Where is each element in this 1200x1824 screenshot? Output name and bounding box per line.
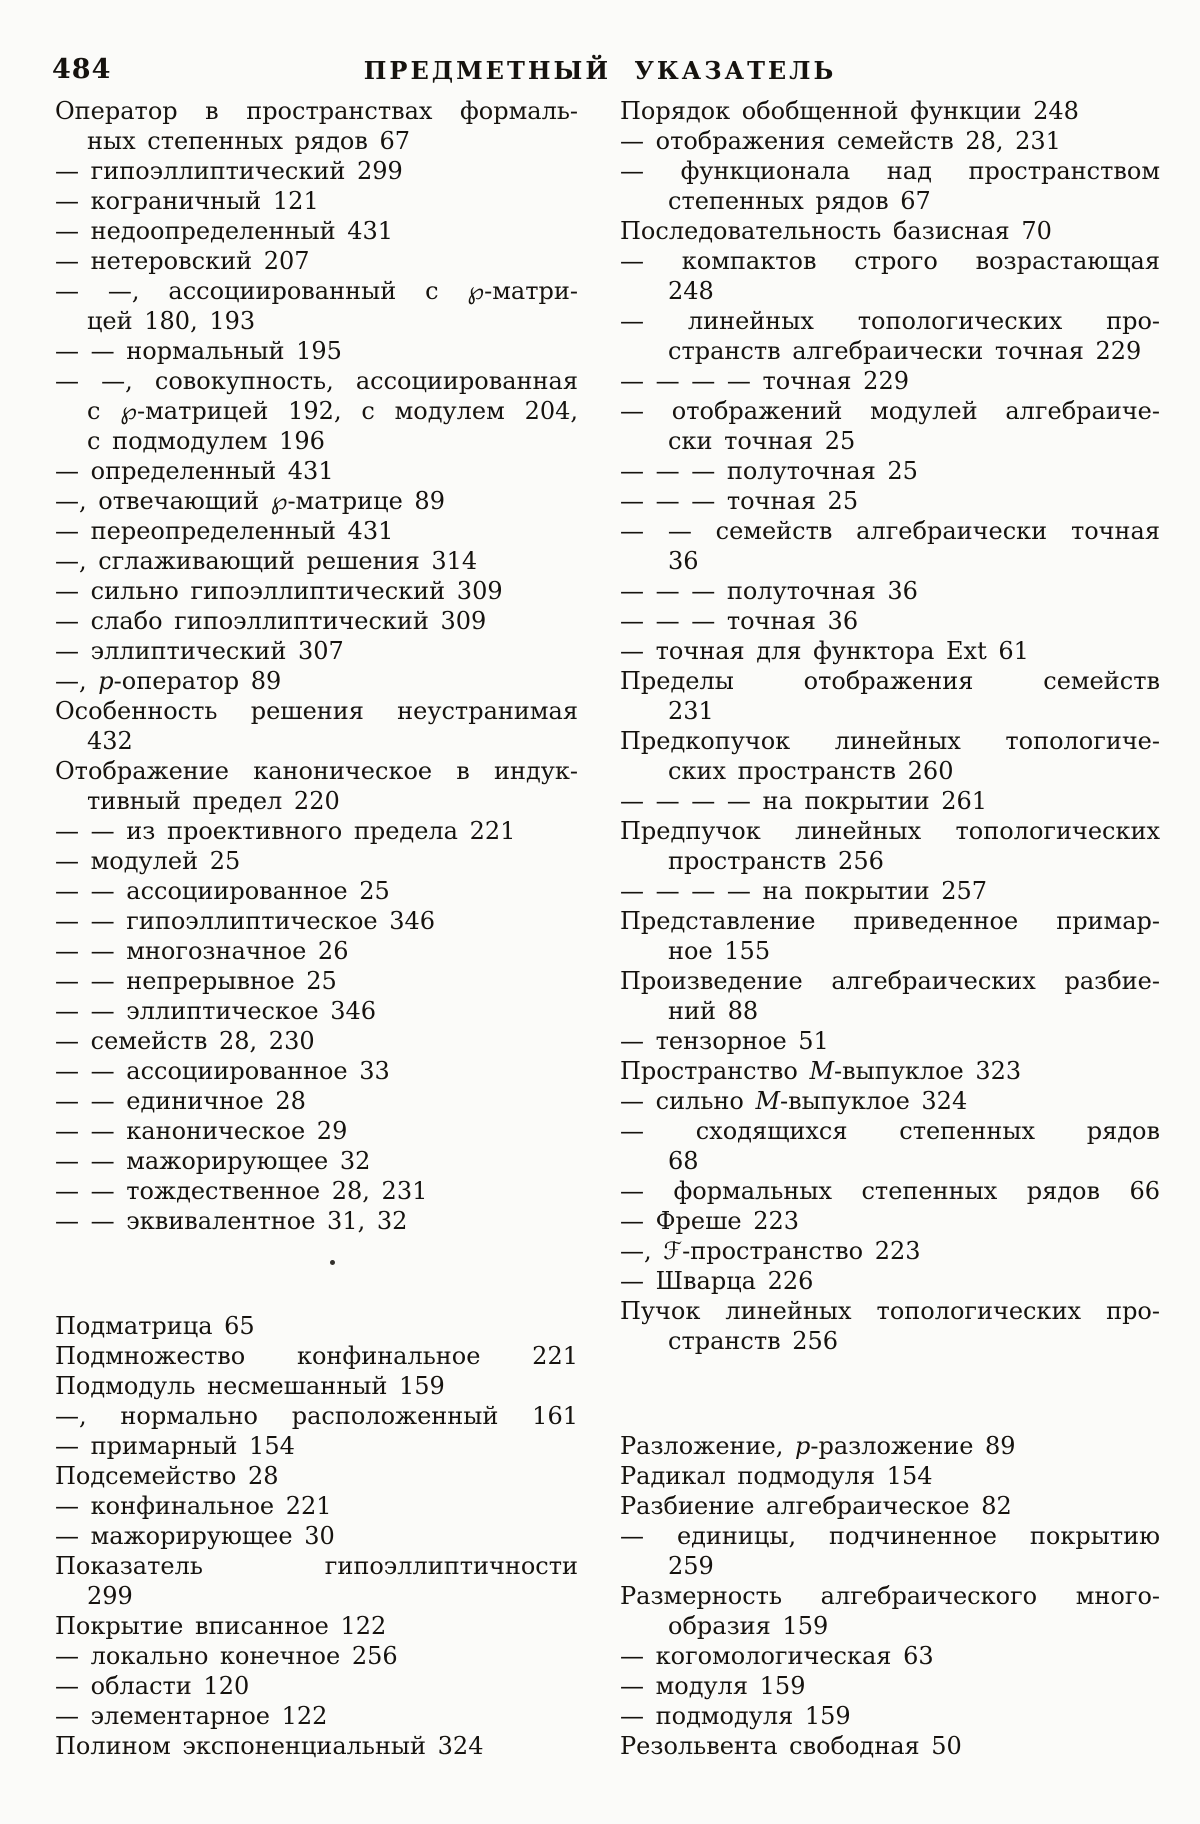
index-entry-line: — элементарное 122 [55,1702,328,1730]
index-entry-line: — слабо гипоэллиптический 309 [55,607,487,635]
index-entry-line: — — — полуточная 36 [620,577,918,605]
index-entry-line: — — семейств алгебраически точная [620,517,1160,545]
index-entry-line: Размерность алгебраического много- [620,1582,1160,1610]
index-entry-line: —, p-оператор 89 [55,667,282,695]
index-entry-line: —, ℱ-пространство 223 [620,1237,921,1265]
index-entry-line: — — тождественное 28, 231 [55,1177,428,1205]
index-entry-line: Показатель гипоэллиптичности [55,1552,578,1580]
index-entry-line: Радикал подмодуля 154 [620,1462,933,1490]
index-entry-line: 231 [668,697,714,725]
index-entry-line: —, сглаживающий решения 314 [55,547,478,575]
index-entry-line: цей 180, 193 [87,307,256,335]
index-entry-line: — — — полуточная 25 [620,457,918,485]
index-entry-line: Пучок линейных топологических про- [620,1297,1160,1325]
index-entry-line: — эллиптический 307 [55,637,344,665]
index-entry-line: — — — — на покрытии 261 [620,787,988,815]
index-entry-line: — мажорирующее 30 [55,1522,335,1550]
index-entry-line: Особенность решения неустранимая [55,697,578,725]
index-entry-line: ски точная 25 [668,427,856,455]
index-entry-line: — — нормальный 195 [55,337,342,365]
index-entry-line: — нетеровский 207 [55,247,310,275]
index-entry-line: ное 155 [668,937,771,965]
index-entry-line: — примарный 154 [55,1432,295,1460]
index-entry-line: — — ассоциированное 25 [55,877,390,905]
index-entry-line: Оператор в пространствах формаль- [55,97,578,125]
index-entry-line: Пространство M-выпуклое 323 [620,1057,1022,1085]
index-entry-line: Разбиение алгебраическое 82 [620,1492,1012,1520]
index-entry-line: — модулей 25 [55,847,241,875]
index-entry-line: — кограничный 121 [55,187,319,215]
index-entry-line: странств алгебраически точная 229 [668,337,1142,365]
index-entry-line: — — — — на покрытии 257 [620,877,988,905]
index-entry-line: пространств 256 [668,847,884,875]
index-entry-line: 36 [668,547,699,575]
index-entry-line: — — мажорирующее 32 [55,1147,371,1175]
index-entry-line: 299 [87,1582,133,1610]
index-entry-line: Предпучок линейных топологических [620,817,1160,845]
index-entry-line: — Фреше 223 [620,1207,800,1235]
index-entry-line: Порядок обобщенной функции 248 [620,97,1079,125]
index-entry-line: Произведение алгебраических разбие- [620,967,1160,995]
index-entry-line: степенных рядов 67 [668,187,931,215]
index-entry-line: — модуля 159 [620,1672,806,1700]
index-entry-line: Подматрица 65 [55,1312,255,1340]
index-entry-line: — Шварца 226 [620,1267,814,1295]
index-entry-line: Покрытие вписанное 122 [55,1612,387,1640]
index-entry-line: — —, совокупность, ассоциированная [55,367,578,395]
index-entry-line: — — из проективного предела 221 [55,817,516,845]
index-entry-line: 432 [87,727,133,755]
index-entry-line: — когомологическая 63 [620,1642,934,1670]
index-entry-line: — локально конечное 256 [55,1642,398,1670]
index-right-column [620,96,1160,1761]
scan-artifact-dot [330,1260,335,1265]
index-entry-line: странств 256 [668,1327,839,1355]
index-left-column [55,96,578,1761]
index-entry-line: Последовательность базисная 70 [620,217,1052,245]
index-entry-line: — формальных степенных рядов 66 [620,1177,1160,1205]
index-entry-line: — переопределенный 431 [55,517,394,545]
index-entry-line: — — — точная 25 [620,487,859,515]
index-entry-line: Подмножество конфинальное 221 [55,1342,578,1370]
index-entry-line: Отображение каноническое в индук- [55,757,578,785]
index-entry-line: — — каноническое 29 [55,1117,348,1145]
index-entry-line: 259 [668,1552,714,1580]
index-entry-line: — — — точная 36 [620,607,859,635]
index-entry-line: — функционала над пространством [620,157,1160,185]
index-entry-line: — области 120 [55,1672,250,1700]
index-entry-line: — линейных топологических про- [620,307,1160,335]
index-entry-line: — — ассоциированное 33 [55,1057,390,1085]
index-entry-line: Подсемейство 28 [55,1462,279,1490]
index-entry-line: Подмодуль несмешанный 159 [55,1372,445,1400]
index-entry-line: с подмодулем 196 [87,427,325,455]
index-entry-line: — компактов строго возрастающая [620,247,1160,275]
index-entry-line: — — единичное 28 [55,1087,306,1115]
page-header-title: ПРЕДМЕТНЫЙ УКАЗАТЕЛЬ [363,56,837,85]
index-entry-line: — сходящихся степенных рядов [620,1117,1160,1145]
index-entry-line: тивный предел 220 [87,787,340,815]
index-entry-line: 248 [668,277,714,305]
index-entry-line: Резольвента свободная 50 [620,1732,962,1760]
index-entry-line: — отображений модулей алгебраиче- [620,397,1160,425]
index-entry-line: — определенный 431 [55,457,334,485]
index-entry-line: — гипоэллиптический 299 [55,157,403,185]
index-entry-line: — конфинальное 221 [55,1492,332,1520]
index-entry-line: — — гипоэллиптическое 346 [55,907,436,935]
index-entry-line: — единицы, подчиненное покрытию [620,1522,1160,1550]
index-entry-line: — — эллиптическое 346 [55,997,377,1025]
index-entry-line: ний 88 [668,997,759,1025]
index-entry-line: Полином экспоненциальный 324 [55,1732,484,1760]
index-entry-line: —, отвечающий ℘-матрице 89 [55,487,445,515]
index-entry-line: —, нормально расположенный 161 [55,1402,578,1430]
index-entry-line: образия 159 [668,1612,829,1640]
index-entry-line: — — непрерывное 25 [55,967,337,995]
index-entry-line: — сильно гипоэллиптический 309 [55,577,503,605]
index-entry-line: Предкопучок линейных топологиче- [620,727,1160,755]
index-entry-line: — сильно M-выпуклое 324 [620,1087,968,1115]
index-entry-line: Представление приведенное примар- [620,907,1160,935]
index-entry-line: — — многозначное 26 [55,937,349,965]
index-entry-line: — — — — точная 229 [620,367,909,395]
page-number: 484 [52,54,112,85]
index-entry-line: Пределы отображения семейств [620,667,1160,695]
index-entry-line: с ℘-матрицей 192, с модулем 204, [87,397,578,425]
index-entry-line: Разложение, p-разложение 89 [620,1432,1016,1460]
index-entry-line: — недоопределенный 431 [55,217,394,245]
index-entry-line: ских пространств 260 [668,757,954,785]
index-entry-line: — тензорное 51 [620,1027,829,1055]
index-entry-line: — — эквивалентное 31, 32 [55,1207,408,1235]
index-entry-line: ных степенных рядов 67 [87,127,411,155]
index-entry-line: — —, ассоциированный с ℘-матри- [55,277,578,305]
index-entry-line: 68 [668,1147,699,1175]
index-entry-line: — подмодуля 159 [620,1702,851,1730]
index-entry-line: — семейств 28, 230 [55,1027,315,1055]
index-entry-line: — отображения семейств 28, 231 [620,127,1061,155]
index-entry-line: — точная для функтора Ext 61 [620,637,1029,665]
